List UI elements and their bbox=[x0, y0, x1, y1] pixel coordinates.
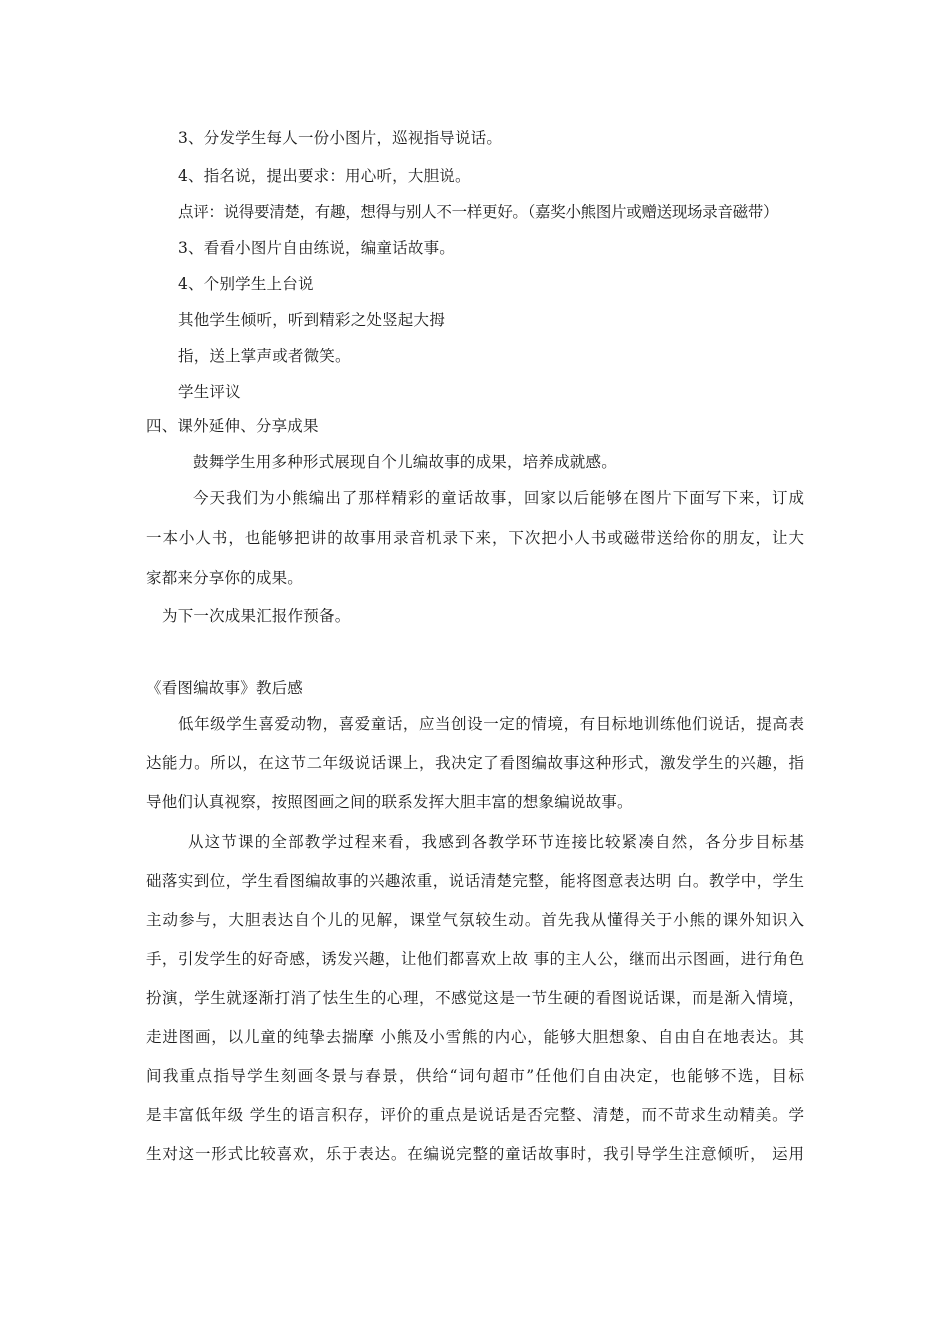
reflection-paragraph-line: 是丰富低年级 学生的语言积存，评价的重点是说话是否完整、清楚，而不苛求生动精美。学 bbox=[146, 1106, 804, 1124]
reflection-paragraph-line: 低年级学生喜爱动物，喜爱童话，应当创设一定的情境，有目标地训练他们说话，提高表 bbox=[178, 715, 804, 733]
reflection-paragraph-line: 础落实到位，学生看图编故事的兴趣浓重，说话清楚完整，能将图意表达明 白。教学中，学生 bbox=[146, 872, 804, 890]
lesson-student-review: 学生评议 bbox=[178, 383, 241, 401]
reflection-title: 《看图编故事》教后感 bbox=[146, 679, 304, 697]
reflection-paragraph-line: 生对这一形式比较喜欢，乐于表达。在编说完整的童话故事时，我引导学生注意倾听， 运用 bbox=[146, 1145, 804, 1163]
lesson-step-3-distribute: 3、分发学生每人一份小图片，巡视指导说话。 bbox=[178, 129, 503, 147]
reflection-paragraph-line: 间我重点指导学生刻画冬景与春景，供给“词句超市”任他们自由决定，也能够不选，目标 bbox=[146, 1067, 804, 1085]
reflection-paragraph-line: 扮演，学生就逐渐打消了怯生生的心理，不感觉这是一节生硬的看图说话课，而是渐入情境， bbox=[146, 989, 804, 1007]
reflection-paragraph-line: 达能力。所以，在这节二年级说话课上，我决定了看图编故事这种形式，激发学生的兴趣，指 bbox=[146, 754, 804, 772]
section-four-intro: 鼓舞学生用多种形式展现自个儿编故事的成果，培养成就感。 bbox=[193, 453, 617, 471]
lesson-listen-line-2: 指，送上掌声或者微笑。 bbox=[178, 347, 351, 365]
section-four-paragraph-line: 家都来分享你的成果。 bbox=[146, 569, 304, 587]
reflection-paragraph-line: 导他们认真视察，按照图画之间的联系发挥大胆丰富的想象编说故事。 bbox=[146, 793, 633, 811]
reflection-paragraph-line: 主动参与，大胆表达自个儿的见解，课堂气氛较生动。首先我从懂得关于小熊的课外知识入 bbox=[146, 911, 804, 929]
reflection-paragraph-line: 手，引发学生的好奇感，诱发兴趣，让他们都喜欢上故 事的主人公，继而出示图画，进行角色 bbox=[146, 950, 804, 968]
lesson-comment: 点评：说得要清楚，有趣，想得与别人不一样更好。（嘉奖小熊图片或赠送现场录音磁带） bbox=[178, 203, 779, 221]
lesson-listen-line-1: 其他学生倾听，听到精彩之处竖起大拇 bbox=[178, 311, 445, 329]
section-four-paragraph-line: 今天我们为小熊编出了那样精彩的童话故事，回家以后能够在图片下面写下来，订成 bbox=[193, 489, 804, 507]
lesson-step-3-practice: 3、看看小图片自由练说，编童话故事。 bbox=[178, 239, 455, 257]
section-four-closing: 为下一次成果汇报作预备。 bbox=[162, 607, 351, 625]
reflection-paragraph-line: 从这节课的全部教学过程来看，我感到各教学环节连接比较紧凑自然，各分步目标基 bbox=[188, 833, 804, 851]
lesson-step-4-name-speak: 4、指名说，提出要求：用心听，大胆说。 bbox=[178, 167, 471, 185]
section-four-heading: 四、课外延伸、分享成果 bbox=[146, 417, 319, 435]
lesson-step-4-individual: 4、个别学生上台说 bbox=[178, 275, 314, 293]
section-four-paragraph-line: 一本小人书，也能够把讲的故事用录音机录下来，下次把小人书或磁带送给你的朋友，让大 bbox=[146, 529, 804, 547]
reflection-paragraph-line: 走进图画，以儿童的纯挚去揣摩 小熊及小雪熊的内心，能够大胆想象、自由自在地表达。其 bbox=[146, 1028, 804, 1046]
